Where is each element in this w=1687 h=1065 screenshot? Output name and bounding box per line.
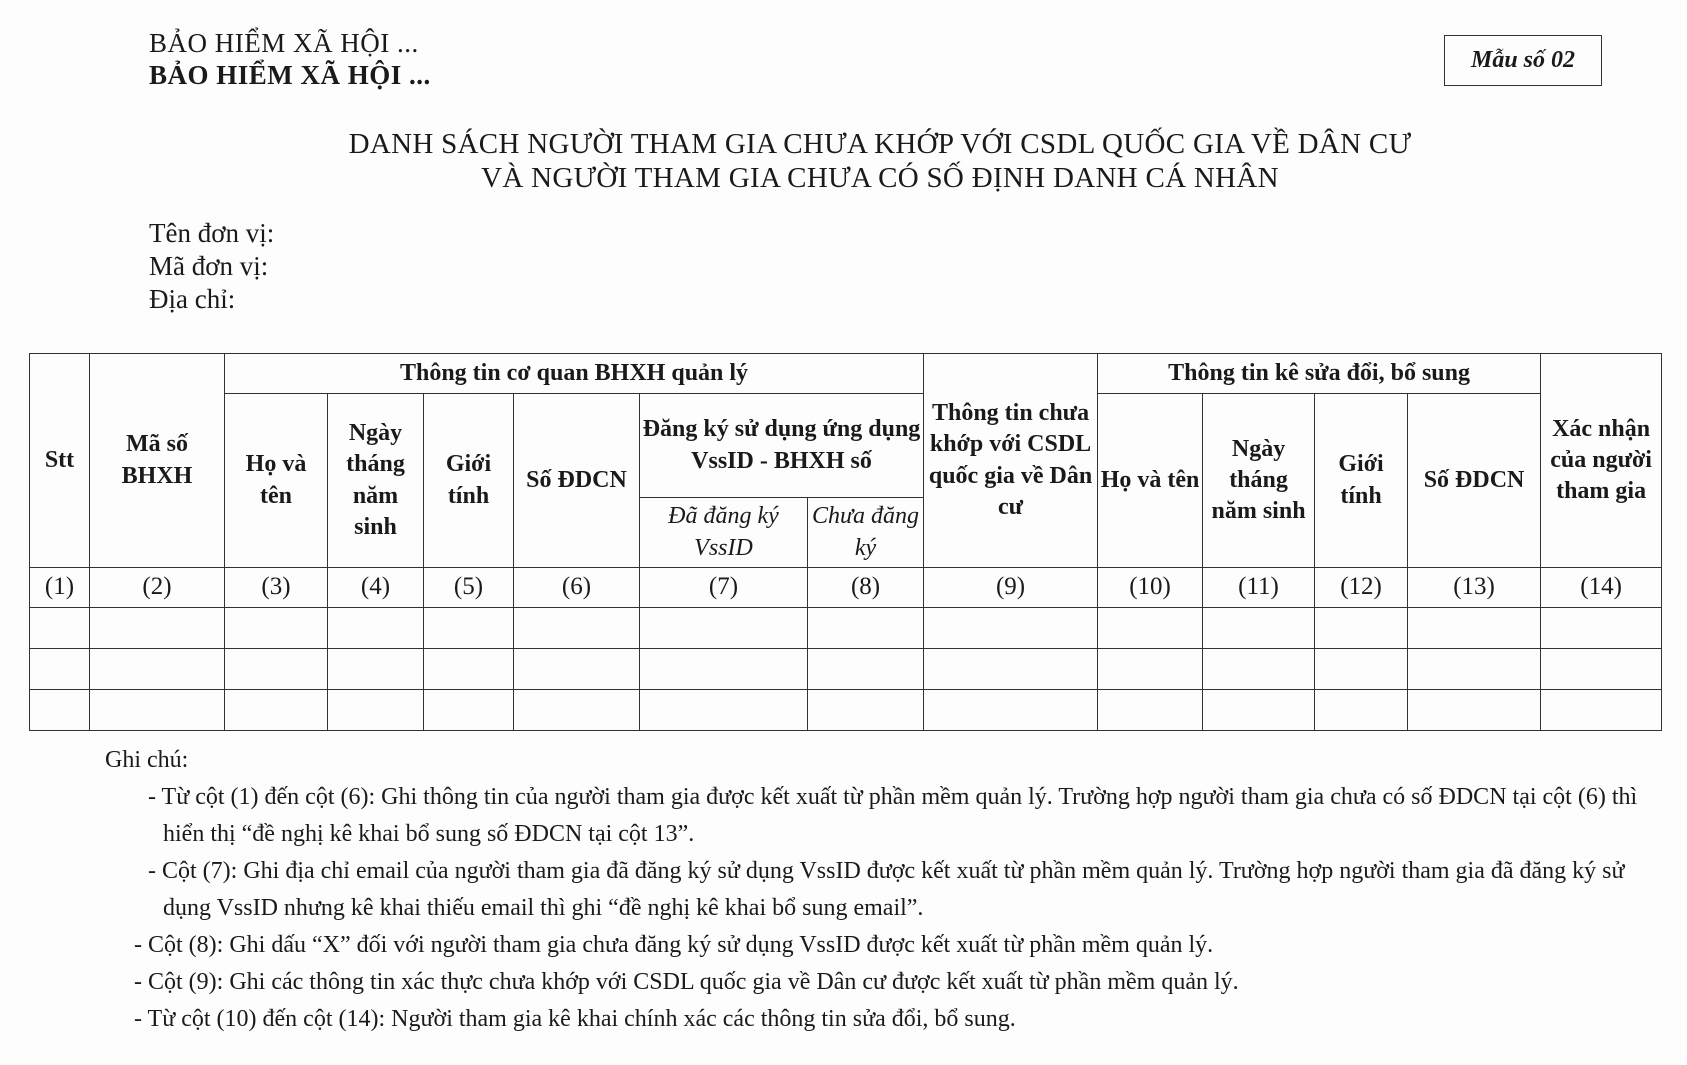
table-cell [1203,649,1315,690]
table-cell [1541,690,1662,731]
table-cell [1098,608,1203,649]
table-cell [924,690,1098,731]
table-row [30,608,1662,649]
table-cell [1315,649,1408,690]
header-bhxh-code: Mã số BHXH [90,354,225,568]
column-number: (1) [30,568,90,608]
column-number-row [30,568,1662,608]
document-title-line2: VÀ NGƯỜI THAM GIA CHƯA CÓ SỐ ĐỊNH DANH CÁ NHÂN [481,162,1279,194]
participant-table [29,353,1662,731]
header-vssid-registered: Đã đăng ký VssID [640,498,808,568]
notes-label: Ghi chú: [105,747,189,773]
column-number: (7) [640,568,808,608]
table-cell [1541,608,1662,649]
column-number: (14) [1541,568,1662,608]
column-number: (6) [514,568,640,608]
table-cell [90,608,225,649]
column-number: (5) [424,568,514,608]
header-stt: Stt [30,354,90,568]
table-cell [1203,608,1315,649]
table-cell [225,649,328,690]
table-cell [640,608,808,649]
column-number: (12) [1315,568,1408,608]
table-cell [1315,608,1408,649]
header-vssid-not-registered: Chưa đăng ký [808,498,924,568]
table-cell [225,608,328,649]
header-amend-full-name: Họ và tên [1098,394,1203,568]
table-cell [424,690,514,731]
unit-address-label: Địa chỉ: [149,284,236,314]
note-item: - Cột (9): Ghi các thông tin xác thực chưa khớp với CSDL quốc gia về Dân cư được kết xuất từ phần mềm quản lý. [134,969,1239,995]
table-cell [924,608,1098,649]
table-cell [514,649,640,690]
form-number: Mẫu số 02 [1470,47,1576,73]
table-cell [1098,690,1203,731]
table-cell [30,649,90,690]
table-cell [90,649,225,690]
table-cell [424,649,514,690]
column-number: (2) [90,568,225,608]
table-cell [1408,690,1541,731]
table-cell [1408,608,1541,649]
header-dob: Ngày tháng năm sinh [328,394,424,568]
table-cell [1315,690,1408,731]
column-number: (3) [225,568,328,608]
agency-name-line2: BẢO HIỂM XÃ HỘI ... [149,60,431,90]
table-cell [924,649,1098,690]
table-row [30,690,1662,731]
table-cell [1203,690,1315,731]
column-number: (8) [808,568,924,608]
header-vssid-group: Đăng ký sử dụng ứng dụng VssID - BHXH số [640,394,924,498]
table-cell [1408,649,1541,690]
agency-name-line1: BẢO HIỂM XÃ HỘI ... [149,28,419,58]
table-cell [328,608,424,649]
header-gender: Giới tính [424,394,514,568]
header-amend-dob: Ngày tháng năm sinh [1203,394,1315,568]
table-cell [514,690,640,731]
header-full-name: Họ và tên [225,394,328,568]
header-group-managed: Thông tin cơ quan BHXH quản lý [225,354,924,394]
note-item: - Cột (8): Ghi dấu “X” đối với người tham gia chưa đăng ký sử dụng VssID được kết xuất từ phần mềm quản lý. [134,932,1214,958]
table-cell [808,690,924,731]
header-amend-id-number: Số ĐDCN [1408,394,1541,568]
column-number: (9) [924,568,1098,608]
table-cell [328,649,424,690]
form-number-box [1444,35,1602,86]
note-item: - Từ cột (10) đến cột (14): Người tham gia kê khai chính xác các thông tin sửa đổi, bổ sung. [134,1006,1016,1032]
table-cell [640,649,808,690]
table-cell [1098,649,1203,690]
note-item: - Từ cột (1) đến cột (6): Ghi thông tin của người tham gia được kết xuất từ phần mềm quản lý. Trường hợp người tham gia chưa có số ĐDCN tại cột (6) thì hiển thị “đề nghị kê khai bổ sung số ĐDCN tại cột 13”. [148,784,1638,847]
header-mismatch-info: Thông tin chưa khớp với CSDL quốc gia về Dân cư [924,354,1098,568]
column-number: (10) [1098,568,1203,608]
table-cell [514,608,640,649]
table-cell [1541,649,1662,690]
table-cell [328,690,424,731]
header-group-amend: Thông tin kê sửa đổi, bổ sung [1098,354,1541,394]
header-amend-gender: Giới tính [1315,394,1408,568]
table-cell [808,649,924,690]
column-number: (13) [1408,568,1541,608]
column-number: (11) [1203,568,1315,608]
table-cell [225,690,328,731]
table-row [30,649,1662,690]
column-number: (4) [328,568,424,608]
table-cell [30,690,90,731]
header-confirmation: Xác nhận của người tham gia [1541,354,1662,568]
table-cell [808,608,924,649]
header-id-number: Số ĐDCN [514,394,640,568]
table-cell [424,608,514,649]
table-cell [90,690,225,731]
unit-name-label: Tên đơn vị: [149,218,275,248]
note-item: - Cột (7): Ghi địa chỉ email của người tham gia đã đăng ký sử dụng VssID được kết xuất từ phần mềm quản lý. Trường hợp người tham gia đã đăng ký sử dụng VssID nhưng kê khai thiếu email thì ghi “đề nghị kê khai bổ sung email”. [148,858,1625,921]
notes-section [105,742,1665,1038]
table-cell [30,608,90,649]
unit-code-label: Mã đơn vị: [149,251,269,281]
table-cell [640,690,808,731]
document-title-line1: DANH SÁCH NGƯỜI THAM GIA CHƯA KHỚP VỚI CSDL QUỐC GIA VỀ DÂN CƯ [348,128,1412,160]
